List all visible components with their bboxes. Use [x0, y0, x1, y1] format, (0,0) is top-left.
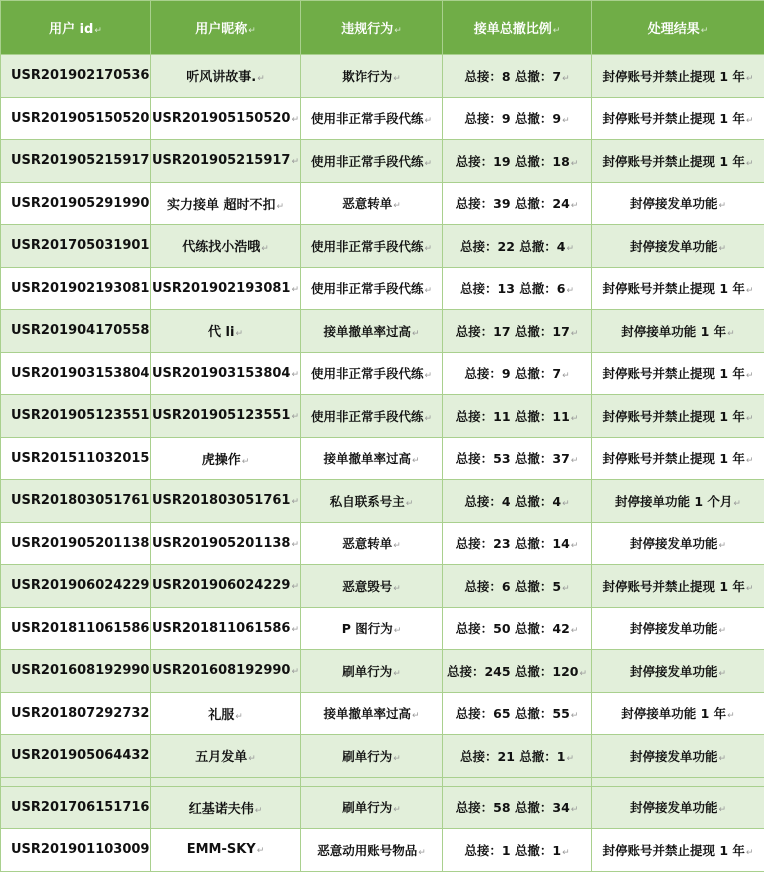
violation-cell: 使用非正常手段代练↵ — [301, 97, 443, 140]
ratio-cell: 总接：8 总撤：7↵ — [443, 55, 592, 98]
ratio-cell: 总接：65 总撤：55↵ — [443, 692, 592, 735]
violation-cell: 接单撤单率过高↵ — [301, 692, 443, 735]
user-id-cell: USR201905291990 — [1, 182, 151, 225]
violation-cell: 欺诈行为↵ — [301, 55, 443, 98]
result-cell: 封停接单功能 1 年↵ — [592, 310, 764, 353]
nickname-cell: USR201905150520↵ — [151, 97, 301, 140]
header-user-id: 用户 id↵ — [1, 1, 151, 55]
nickname-cell: USR201906024229↵ — [151, 565, 301, 608]
result-cell: 封停账号并禁止提现 1 年↵ — [592, 352, 764, 395]
ratio-cell: 总接：58 总撤：34↵ — [443, 786, 592, 829]
ratio-cell: 总接：4 总撤：4↵ — [443, 480, 592, 523]
nickname-cell: 虎操作↵ — [151, 437, 301, 480]
violation-cell: 使用非正常手段代练↵ — [301, 140, 443, 183]
violation-cell: 使用非正常手段代练↵ — [301, 352, 443, 395]
nickname-cell: USR201903153804↵ — [151, 352, 301, 395]
user-id-cell: USR201706151716 — [1, 786, 151, 829]
user-id-cell: USR201901103009 — [1, 829, 151, 872]
user-id-cell: USR201705031901 — [1, 225, 151, 268]
ratio-cell: 总接：50 总撤：42↵ — [443, 607, 592, 650]
nickname-cell: 听风讲故事.↵ — [151, 55, 301, 98]
table-row — [1, 480, 764, 523]
ratio-cell: 总接：39 总撤：24↵ — [443, 182, 592, 225]
blank-cell — [151, 777, 301, 786]
violation-cell: 私自联系号主↵ — [301, 480, 443, 523]
result-cell: 封停账号并禁止提现 1 年↵ — [592, 267, 764, 310]
blank-cell — [301, 777, 443, 786]
table-body — [1, 55, 764, 872]
ratio-cell: 总接：11 总撤：11↵ — [443, 395, 592, 438]
violation-cell: 恶意动用账号物品↵ — [301, 829, 443, 872]
result-cell: 封停接发单功能↵ — [592, 786, 764, 829]
table-row — [1, 225, 764, 268]
nickname-cell: 红基诺夫伟↵ — [151, 786, 301, 829]
result-cell: 封停账号并禁止提现 1 年↵ — [592, 565, 764, 608]
user-id-cell: USR201807292732 — [1, 692, 151, 735]
nickname-cell: USR201905201138↵ — [151, 522, 301, 565]
table-row — [1, 786, 764, 829]
table-row — [1, 565, 764, 608]
header-nickname: 用户昵称↵ — [151, 1, 301, 55]
result-cell: 封停接发单功能↵ — [592, 650, 764, 693]
nickname-cell: 代 li↵ — [151, 310, 301, 353]
nickname-cell: EMM-SKY↵ — [151, 829, 301, 872]
violation-cell: 恶意毁号↵ — [301, 565, 443, 608]
result-cell: 封停接单功能 1 个月↵ — [592, 480, 764, 523]
violation-cell: 刷单行为↵ — [301, 786, 443, 829]
result-cell: 封停接发单功能↵ — [592, 735, 764, 778]
nickname-cell: USR201811061586↵ — [151, 607, 301, 650]
nickname-cell: 实力接单 超时不扣↵ — [151, 182, 301, 225]
ratio-cell: 总接：23 总撤：14↵ — [443, 522, 592, 565]
user-id-cell: USR201903153804 — [1, 352, 151, 395]
blank-cell — [1, 777, 151, 786]
result-cell: 封停接单功能 1 年↵ — [592, 692, 764, 735]
table-row — [1, 97, 764, 140]
header-ratio: 接单总撤比例↵ — [443, 1, 592, 55]
violation-cell: P 图行为↵ — [301, 607, 443, 650]
table-row — [1, 607, 764, 650]
user-id-cell: USR201905064432 — [1, 735, 151, 778]
table-row — [1, 395, 764, 438]
table-row — [1, 310, 764, 353]
table-row — [1, 829, 764, 872]
result-cell: 封停接发单功能↵ — [592, 522, 764, 565]
user-id-cell: USR201803051761 — [1, 480, 151, 523]
user-id-cell: USR201608192990 — [1, 650, 151, 693]
ratio-cell: 总接：9 总撤：9↵ — [443, 97, 592, 140]
user-id-cell: USR201906024229 — [1, 565, 151, 608]
header-result: 处理结果↵ — [592, 1, 764, 55]
nickname-cell: USR201902193081↵ — [151, 267, 301, 310]
blank-row — [1, 777, 764, 786]
result-cell: 封停账号并禁止提现 1 年↵ — [592, 437, 764, 480]
table-row — [1, 650, 764, 693]
nickname-cell: USR201608192990↵ — [151, 650, 301, 693]
violation-cell: 刷单行为↵ — [301, 650, 443, 693]
blank-cell — [443, 777, 592, 786]
table-row — [1, 140, 764, 183]
nickname-cell: 五月发单↵ — [151, 735, 301, 778]
violation-cell: 接单撤单率过高↵ — [301, 437, 443, 480]
table-row — [1, 735, 764, 778]
result-cell: 封停接发单功能↵ — [592, 225, 764, 268]
nickname-cell: USR201905123551↵ — [151, 395, 301, 438]
nickname-cell: 礼服↵ — [151, 692, 301, 735]
ratio-cell: 总接：53 总撤：37↵ — [443, 437, 592, 480]
table-header — [1, 1, 764, 55]
ratio-cell: 总接：17 总撤：17↵ — [443, 310, 592, 353]
table-row — [1, 437, 764, 480]
user-id-cell: USR201902193081 — [1, 267, 151, 310]
result-cell: 封停账号并禁止提现 1 年↵ — [592, 97, 764, 140]
ratio-cell: 总接：19 总撤：18↵ — [443, 140, 592, 183]
result-cell: 封停接发单功能↵ — [592, 182, 764, 225]
ratio-cell: 总接：22 总撤：4↵ — [443, 225, 592, 268]
violation-cell: 刷单行为↵ — [301, 735, 443, 778]
header-violation: 违规行为↵ — [301, 1, 443, 55]
violation-cell: 使用非正常手段代练↵ — [301, 267, 443, 310]
user-id-cell: USR201811061586 — [1, 607, 151, 650]
user-id-cell: USR201904170558 — [1, 310, 151, 353]
table-row — [1, 55, 764, 98]
nickname-cell: USR201803051761↵ — [151, 480, 301, 523]
violation-cell: 恶意转单↵ — [301, 522, 443, 565]
user-id-cell: USR201905123551 — [1, 395, 151, 438]
user-id-cell: USR201905215917 — [1, 140, 151, 183]
table-row — [1, 522, 764, 565]
result-cell: 封停接发单功能↵ — [592, 607, 764, 650]
user-id-cell: USR201905201138 — [1, 522, 151, 565]
result-cell: 封停账号并禁止提现 1 年↵ — [592, 55, 764, 98]
ratio-cell: 总接：6 总撤：5↵ — [443, 565, 592, 608]
nickname-cell: 代练找小浩哦↵ — [151, 225, 301, 268]
user-id-cell: USR201511032015 — [1, 437, 151, 480]
header-row — [1, 1, 764, 55]
user-id-cell: USR201902170536 — [1, 55, 151, 98]
table-row — [1, 267, 764, 310]
ratio-cell: 总接：21 总撤：1↵ — [443, 735, 592, 778]
table-row — [1, 182, 764, 225]
violation-cell: 恶意转单↵ — [301, 182, 443, 225]
result-cell: 封停账号并禁止提现 1 年↵ — [592, 829, 764, 872]
violation-cell: 接单撤单率过高↵ — [301, 310, 443, 353]
result-cell: 封停账号并禁止提现 1 年↵ — [592, 140, 764, 183]
ratio-cell: 总接：1 总撤：1↵ — [443, 829, 592, 872]
user-id-cell: USR201905150520 — [1, 97, 151, 140]
ratio-cell: 总接：9 总撤：7↵ — [443, 352, 592, 395]
result-cell: 封停账号并禁止提现 1 年↵ — [592, 395, 764, 438]
nickname-cell: USR201905215917↵ — [151, 140, 301, 183]
ratio-cell: 总接：13 总撤：6↵ — [443, 267, 592, 310]
violation-cell: 使用非正常手段代练↵ — [301, 225, 443, 268]
table-row — [1, 352, 764, 395]
table-row — [1, 692, 764, 735]
violation-cell: 使用非正常手段代练↵ — [301, 395, 443, 438]
blank-cell — [592, 777, 764, 786]
ratio-cell: 总接：245 总撤：120↵ — [443, 650, 592, 693]
